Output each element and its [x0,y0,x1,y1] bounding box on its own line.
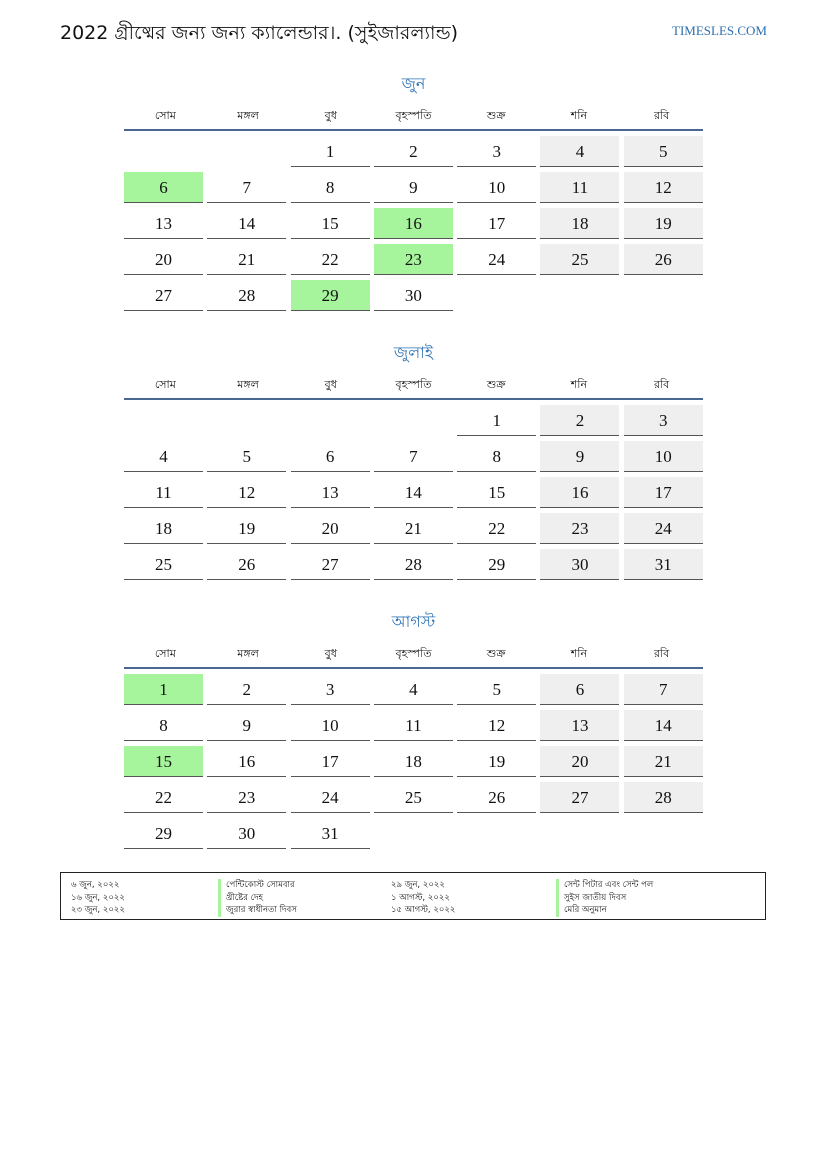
weekend-day-cell: 16 [540,477,619,508]
day-cell: 13 [291,477,370,508]
weekday-label: মঙ্গল [237,647,259,660]
day-cell: 4 [124,441,203,472]
day-grid [124,136,703,311]
weekday-label: শুক্র [486,647,506,660]
weekday-label: শুক্র [486,378,506,391]
weekend-day-cell: 12 [624,172,703,203]
holiday-day-cell: 16 [374,208,453,239]
day-cell: 30 [374,280,453,311]
site-link[interactable]: TIMESLES.COM [672,23,767,38]
weekend-day-cell: 17 [624,477,703,508]
day-cell: 2 [374,136,453,167]
day-cell: 10 [291,710,370,741]
legend-date: ১৫ আগস্ট, ২০২২ [391,905,456,915]
day-cell: 1 [291,136,370,167]
month-july [124,340,703,580]
day-cell: 27 [291,549,370,580]
holiday-day-cell: 1 [124,674,203,705]
day-cell: 8 [124,710,203,741]
page-title: 2022 গ্রীষ্মের জন্য জন্য ক্যালেন্ডার।. (সুইজারল্যান্ড) [60,22,459,44]
weekday-label: বৃহস্পতি [395,378,432,391]
weekend-day-cell: 11 [540,172,619,203]
weekend-day-cell: 25 [540,244,619,275]
day-cell: 10 [457,172,536,203]
weekend-day-cell: 10 [624,441,703,472]
weekday-label: বৃহস্পতি [395,647,432,660]
weekend-day-cell: 9 [540,441,619,472]
month-june [124,71,703,311]
day-grid [124,405,703,580]
weekend-day-cell: 6 [540,674,619,705]
holiday-legend [60,872,766,920]
day-cell: 19 [207,513,286,544]
day-cell: 25 [124,549,203,580]
day-cell: 22 [124,782,203,813]
day-cell: 26 [207,549,286,580]
weekday-label: রবি [653,378,670,391]
weekday-label: বুধ [324,378,337,391]
day-cell: 1 [457,405,536,436]
day-cell: 9 [374,172,453,203]
day-cell: 24 [457,244,536,275]
weekday-label: শনি [570,647,588,660]
weekday-header [124,105,703,131]
weekend-day-cell: 28 [624,782,703,813]
day-cell: 7 [374,441,453,472]
empty-cell [207,405,286,436]
day-cell: 18 [124,513,203,544]
holiday-day-cell: 15 [124,746,203,777]
day-cell: 12 [457,710,536,741]
day-cell: 8 [457,441,536,472]
weekend-day-cell: 31 [624,549,703,580]
weekday-header [124,643,703,669]
weekday-label: মঙ্গল [237,109,259,122]
legend-date: ২৯ জুন, ২০২২ [391,880,445,890]
weekday-label: মঙ্গল [237,378,259,391]
legend-date: ১৬ জুন, ২০২২ [71,892,125,903]
legend-holiday-name: খ্রীষ্টের দেহ [218,892,297,905]
weekend-day-cell: 19 [624,208,703,239]
legend-date: ১ আগস্ট, ২০২২ [391,892,450,903]
weekend-day-cell: 14 [624,710,703,741]
holiday-day-cell: 23 [374,244,453,275]
day-cell: 3 [457,136,536,167]
day-cell: 30 [207,818,286,849]
weekend-day-cell: 5 [624,136,703,167]
day-cell: 18 [374,746,453,777]
weekday-label: শুক্র [486,109,506,122]
weekend-day-cell: 18 [540,208,619,239]
weekday-label: সোম [154,109,176,122]
day-cell: 13 [124,208,203,239]
legend-holiday-name: পেন্টিকোস্ট সোমবার [218,879,297,892]
weekday-label: সোম [154,647,176,660]
day-cell: 5 [457,674,536,705]
day-cell: 3 [291,674,370,705]
weekend-day-cell: 23 [540,513,619,544]
day-cell: 20 [124,244,203,275]
day-cell: 21 [207,244,286,275]
holiday-day-cell: 29 [291,280,370,311]
weekend-day-cell: 3 [624,405,703,436]
weekend-day-cell: 7 [624,674,703,705]
day-cell: 8 [291,172,370,203]
day-cell: 20 [291,513,370,544]
weekday-label: রবি [653,109,670,122]
weekend-day-cell: 27 [540,782,619,813]
day-cell: 28 [207,280,286,311]
day-cell: 24 [291,782,370,813]
day-cell: 22 [457,513,536,544]
weekend-day-cell: 26 [624,244,703,275]
day-cell: 19 [457,746,536,777]
day-cell: 12 [207,477,286,508]
day-cell: 11 [124,477,203,508]
day-cell: 14 [374,477,453,508]
weekend-day-cell: 2 [540,405,619,436]
legend-holiday-name: সেন্ট পিটার এবং সেন্ট পল [556,879,653,892]
day-cell: 29 [124,818,203,849]
empty-cell [207,136,286,167]
empty-cell [291,405,370,436]
day-cell: 28 [374,549,453,580]
empty-cell [374,405,453,436]
weekday-label: বুধ [324,647,337,660]
month-title: জুলাই [393,343,434,362]
day-cell: 15 [457,477,536,508]
weekend-day-cell: 21 [624,746,703,777]
day-cell: 11 [374,710,453,741]
empty-cell [124,136,203,167]
weekday-label: শনি [570,378,588,391]
day-cell: 4 [374,674,453,705]
day-cell: 31 [291,818,370,849]
day-cell: 25 [374,782,453,813]
month-title: আগস্ট [391,612,436,631]
weekend-day-cell: 24 [624,513,703,544]
holiday-day-cell: 6 [124,172,203,203]
weekend-day-cell: 4 [540,136,619,167]
month-title: জুন [401,74,426,93]
weekend-day-cell: 13 [540,710,619,741]
weekday-header [124,374,703,400]
legend-date: ৬ জুন, ২০২২ [71,880,120,890]
day-cell: 17 [457,208,536,239]
month-august [124,609,703,849]
empty-cell [124,405,203,436]
day-cell: 17 [291,746,370,777]
day-cell: 23 [207,782,286,813]
legend-holiday-name: মেরি অনুমান [556,904,653,917]
day-grid [124,674,703,849]
weekday-label: রবি [653,647,670,660]
day-cell: 27 [124,280,203,311]
legend-holiday-name: জুরার স্বাধীনতা দিবস [218,904,297,917]
day-cell: 7 [207,172,286,203]
day-cell: 29 [457,549,536,580]
day-cell: 26 [457,782,536,813]
legend-date: ২৩ জুন, ২০২২ [71,905,125,915]
day-cell: 5 [207,441,286,472]
weekend-day-cell: 20 [540,746,619,777]
day-cell: 14 [207,208,286,239]
weekday-label: বৃহস্পতি [395,109,432,122]
day-cell: 16 [207,746,286,777]
day-cell: 6 [291,441,370,472]
legend-holiday-name: সুইস জাতীয় দিবস [556,892,653,905]
weekday-label: বুধ [324,109,337,122]
day-cell: 21 [374,513,453,544]
weekend-day-cell: 30 [540,549,619,580]
day-cell: 22 [291,244,370,275]
weekday-label: সোম [154,378,176,391]
weekday-label: শনি [570,109,588,122]
day-cell: 15 [291,208,370,239]
day-cell: 9 [207,710,286,741]
day-cell: 2 [207,674,286,705]
